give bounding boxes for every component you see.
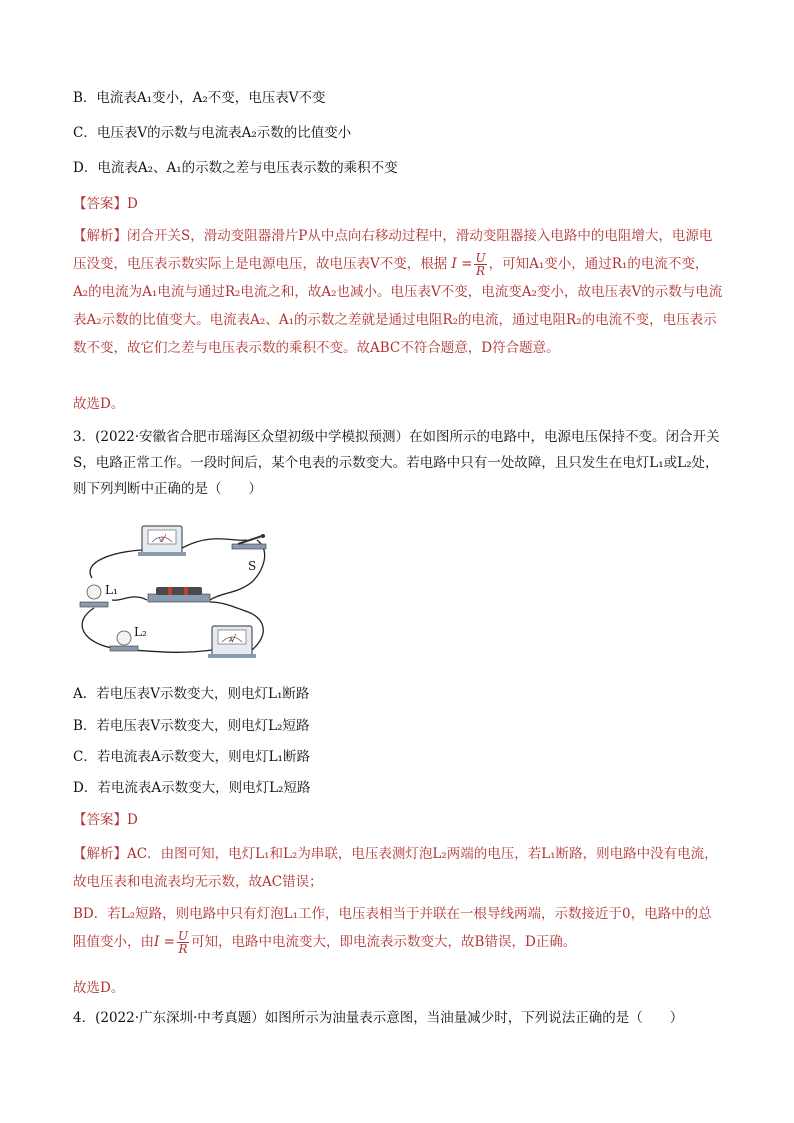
q3-conclusion: 故选D。 [73, 980, 125, 996]
formula-fraction [474, 252, 486, 277]
lamp-l2-label: L₂ [134, 625, 147, 639]
analysis-text-bd-2: 可知，电路中电流变大，即电流表示数变大，故B错误，D正确。 [191, 934, 577, 950]
analysis-text-ac: AC．由图可知，电灯L₁和L₂为串联，电压表测灯泡L₂两端的电压，若L₁断路，则电路中没有电流，故电压表和电流表均无示数，故AC错误； [73, 846, 718, 890]
q2-answer [73, 194, 138, 214]
q3-analysis-1 [73, 840, 723, 896]
q3-answer [73, 810, 138, 830]
switch-label: S [248, 559, 257, 573]
q2-conclusion: 故选D。 [73, 396, 125, 412]
analysis-tag: 【解析】 [73, 846, 127, 862]
answer-value: D [127, 812, 138, 828]
lamp-l1-label: L₁ [105, 583, 118, 597]
q4-stem: 4．(2022·广东深圳·中考真题）如图所示为油量表示意图，当油量减少时，下列说法正确的是（ ） [73, 1010, 684, 1026]
formula-denominator: R [178, 942, 188, 956]
formula-numerator: U [177, 929, 189, 943]
answer-value: D [127, 196, 138, 212]
q3-option-a: A．若电压表V示数变大，则电灯L₁断路 [73, 686, 310, 702]
voltmeter-label: V [159, 537, 164, 544]
q2-option-b: B．电流表A₁变小，A₂不变，电压表V不变 [73, 90, 326, 106]
analysis-tag: 【解析】 [73, 228, 127, 244]
battery-icon [148, 587, 210, 602]
q3-option-c: C．若电流表A示数变大，则电灯L₁断路 [73, 749, 310, 765]
analysis-text-bd-1: BD．若L₂短路，则电路中只有灯泡L₁工作，电压表相当于并联在一根导线两端，示数接近于0，电路中的总阻值变小，由 [73, 906, 712, 950]
q3-option-b: B．若电压表V示数变大，则电灯L₂短路 [73, 718, 310, 734]
q3-option-d: D．若电流表A示数变大，则电灯L₂短路 [73, 780, 311, 796]
q3-stem: 3．(2022·安徽省合肥市瑶海区众望初级中学模拟预测）在如图所示的电路中，电源电压保持不变。闭合开关S，电路正常工作。一段时间后，某个电表的示数变大。若电路中只有一处故障，且只发生在电灯L₁或L₂处，则下列判断中正确的是（ ） [73, 429, 720, 497]
formula-numerator: U [475, 251, 486, 265]
circuit-diagram [72, 522, 272, 672]
analysis-text-2: ，可知A₁变小，通过R₁的电流不变，A₂的电流为A₁电流与通过R₂电流之和，故A₂也减小。电压表V不变，电流变A₂变小，故电压表V的示数与电流表A₂示数的比值变大。电流表A₂、A₁的示数之差就是通过电阻R₂的电流，通过电阻R₂的电流不变，电压表示数不变，故它们之差与电压表示数的乘积不变。故ABC不符合题意，D符合题意。 [73, 256, 723, 356]
ammeter-label: A [229, 637, 234, 644]
q2-option-d: D．电流表A₂、A₁的示数之差与电压表示数的乘积不变 [73, 160, 398, 176]
analysis-text-1: 闭合开关S，滑动变阻器滑片P从中点向右移动过程中，滑动变阻器接入电路中的电阻增大，电源电压没变，电压表示数实际上是电源电压，故电压表V不变，根据 [73, 228, 713, 272]
lamp-l2-icon [110, 625, 147, 651]
answer-tag: 【答案】 [73, 812, 127, 828]
answer-tag: 【答案】 [73, 196, 127, 212]
q2-analysis [73, 222, 723, 362]
formula-fraction [177, 930, 189, 955]
q2-option-c: C．电压表V的示数与电流表A₂示数的比值变小 [73, 125, 352, 141]
formula-denominator: R [476, 264, 486, 278]
lamp-l1-icon [80, 583, 118, 607]
voltmeter-icon [138, 526, 186, 556]
q3-analysis-2 [73, 900, 723, 956]
formula-lhs: I = [154, 934, 175, 950]
formula-lhs: I = [451, 256, 473, 272]
ammeter-icon [208, 626, 256, 658]
